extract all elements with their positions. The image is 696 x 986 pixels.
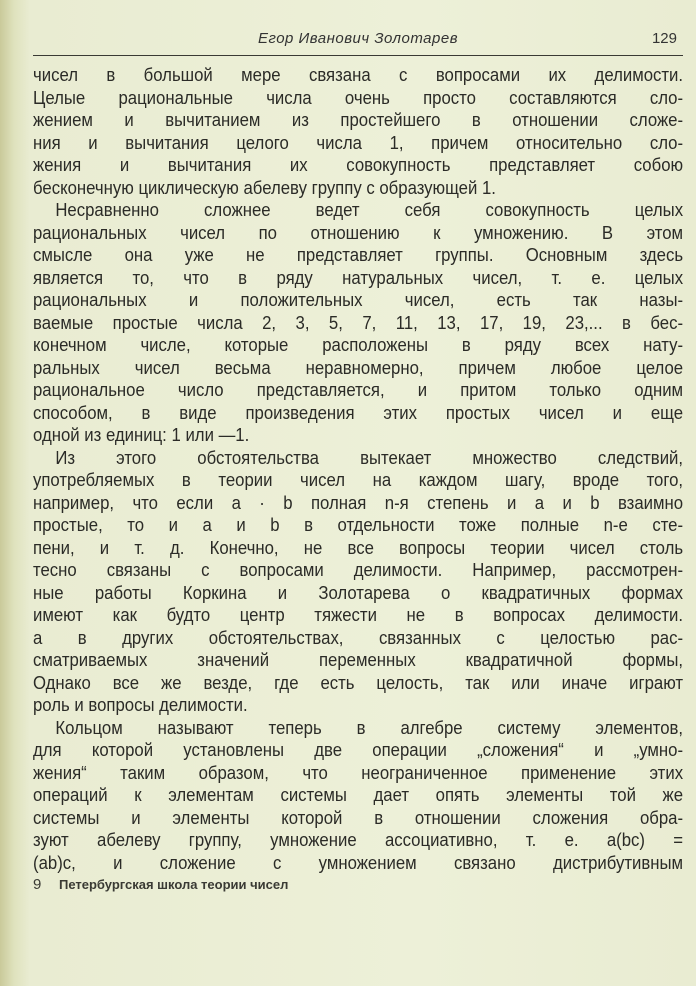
- text-line: рациональных и положительных чисел, есть так назы-: [33, 290, 684, 310]
- text-line: ваемые простые числа 2, 3, 5, 7, 11, 13, 17, 19, 23,... в бес-: [33, 312, 684, 333]
- text-line: например, что если a · b полная n-я степень и a и b взаимно: [33, 492, 684, 513]
- text-line: жения и вычитания их совокупность представляет собою: [33, 155, 684, 175]
- text-line: способом, в виде произведения этих простых чисел и еще: [33, 402, 684, 423]
- text-line: Однако все же везде, где есть целость, так или иначе играют: [33, 672, 684, 693]
- text-line: тесно связаны с вопросами делимости. Например, рассмотрен-: [33, 560, 684, 580]
- page-body: [33, 64, 683, 874]
- text-line: одной из единиц: 1 или —1.: [33, 425, 250, 445]
- text-line: употребляемых в теории чисел на каждом шагу, вроде того,: [33, 470, 684, 490]
- text-line: роль и вопросы делимости.: [33, 695, 248, 715]
- text-line: бесконечную циклическую абелеву группу с образующей 1.: [33, 177, 496, 198]
- running-header: [33, 30, 683, 52]
- text-line: операций к элементам системы дает опять элементы той же: [33, 785, 684, 805]
- paragraph: [33, 717, 683, 875]
- text-line: сматриваемых значений переменных квадратичной формы,: [33, 650, 684, 670]
- text-line: (ab)c, и сложение с умножением связано дистрибутивным: [33, 852, 684, 873]
- signature-footer: [33, 876, 288, 894]
- text-line: простые, то и a и b в отдельности тоже полные n-е сте-: [33, 515, 684, 535]
- text-line: системы и элементы которой в отношении сложения обра-: [33, 807, 684, 828]
- text-line: жением и вычитанием из простейшего в отношении сложе-: [33, 110, 684, 130]
- paragraph: [33, 64, 683, 199]
- text-line: является то, что в ряду натуральных чисел, т. е. целых: [33, 267, 684, 288]
- text-line: а в других обстоятельствах, связанных с целостью рас-: [33, 627, 684, 648]
- text-line: рациональное число представляется, и притом только одним: [33, 380, 684, 400]
- text-line: ные работы Коркина и Золотарева о квадратичных формах: [33, 582, 684, 603]
- text-line: ния и вычитания целого числа 1, причем относительно сло-: [33, 132, 684, 153]
- text-line: имеют как будто центр тяжести не в вопросах делимости.: [33, 605, 684, 625]
- text-line: Целые рациональные числа очень просто составляются сло-: [33, 87, 684, 108]
- text-line: Кольцом называют теперь в алгебре систему элементов,: [55, 717, 684, 738]
- signature-title: Петербургская школа теории чисел: [58, 877, 289, 892]
- text-line: жения“ таким образом, что неограниченное применение этих: [33, 762, 684, 783]
- page-number: 129: [651, 30, 677, 47]
- paragraph: [33, 199, 683, 447]
- text-line: зуют абелеву группу, умножение ассоциативно, т. е. a(bc) =: [33, 830, 684, 850]
- paragraph: [33, 447, 683, 717]
- text-line: Несравненно сложнее ведет себя совокупность целых: [55, 200, 684, 220]
- text-line: смысле она уже не представляет группы. Основным здесь: [33, 245, 684, 265]
- text-line: Из этого обстоятельства вытекает множество следствий,: [55, 447, 684, 468]
- text-line: пени, и т. д. Конечно, не все вопросы теории чисел столь: [33, 537, 684, 558]
- running-title: Егор Иванович Золотарев: [257, 30, 459, 47]
- text-line: конечном числе, которые расположены в ряду всех нату-: [33, 335, 684, 355]
- text-line: для которой установлены две операции „сложения“ и „умно-: [33, 740, 684, 760]
- text-line: рациональных чисел по отношению к умножению. В этом: [33, 222, 684, 243]
- signature-number: 9: [33, 876, 42, 893]
- header-rule: [33, 55, 683, 56]
- text-line: ральных чисел весьма неравномерно, причем любое целое: [33, 357, 684, 378]
- text-line: чисел в большой мере связана с вопросами их делимости.: [33, 65, 684, 85]
